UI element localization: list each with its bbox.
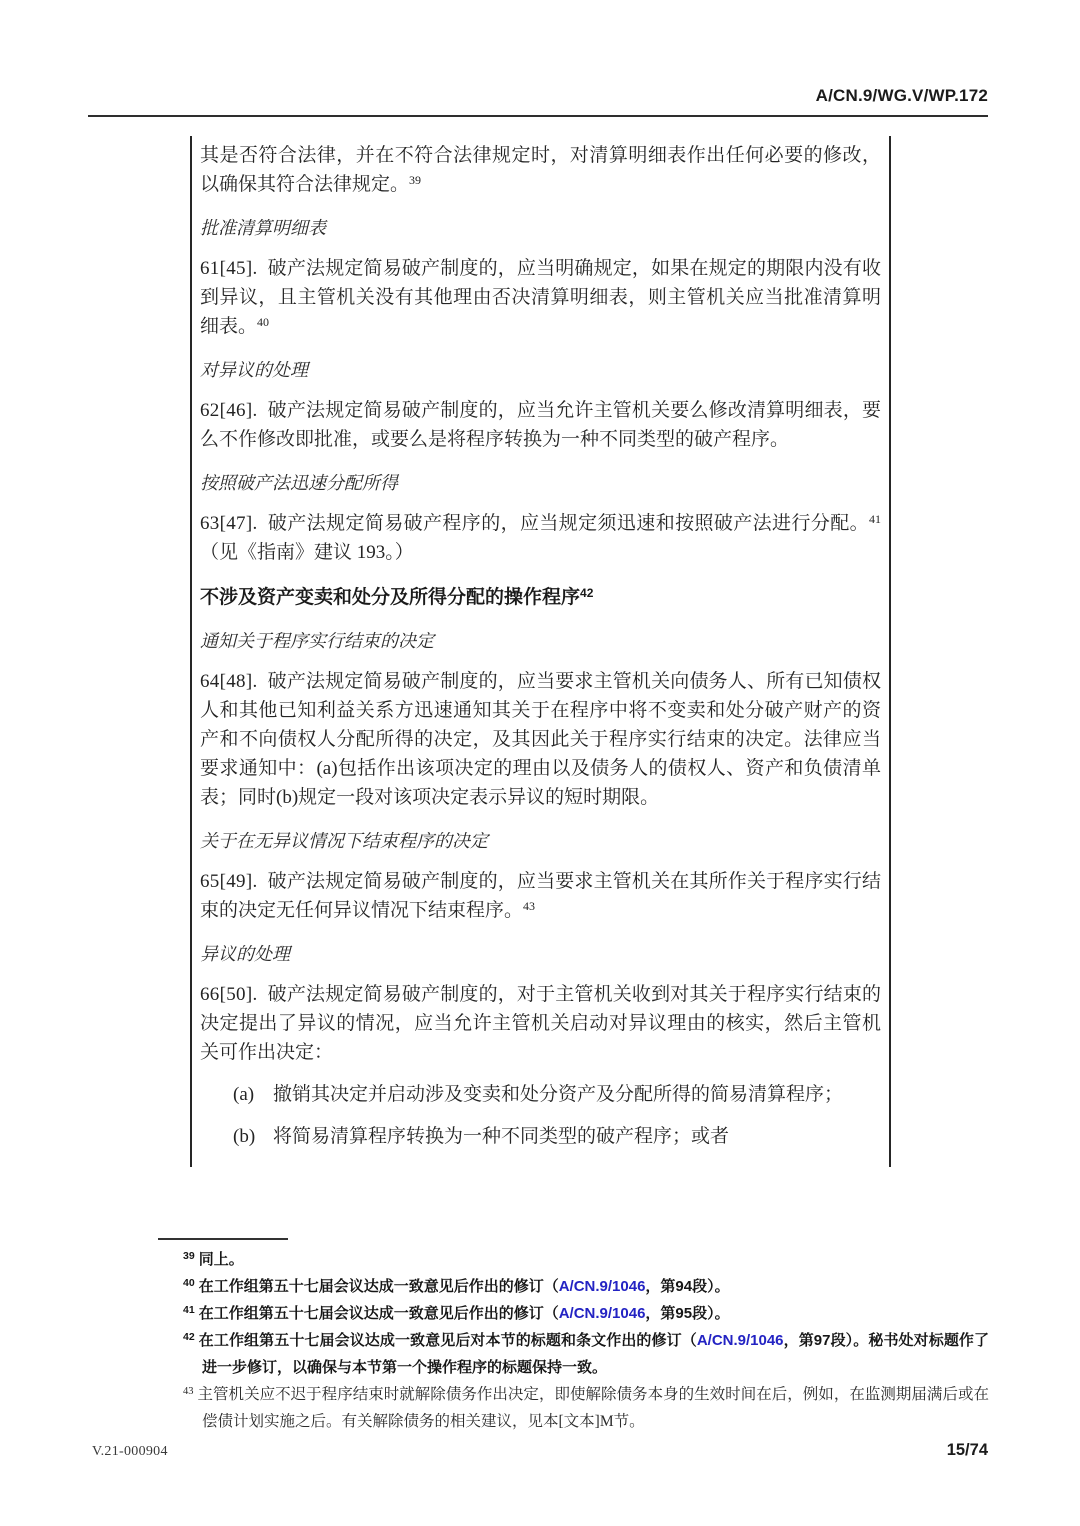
heading-procedures-without-sale [200,584,881,612]
footnote-39-number: 39 [183,1250,195,1262]
paragraph-66-number: 66[50]. [200,984,258,1005]
intro-paragraph [200,141,881,199]
paragraph-63 [200,509,881,567]
paragraph-62-number: 62[46]. [200,400,258,421]
footnote-separator-rule [158,1238,288,1240]
page-number: 15/74 [946,1441,988,1459]
list-item-a [233,1080,881,1109]
paragraph-64-text: 破产法规定简易破产制度的，应当要求主管机关向债务人、所有已知债权人和其他已知利益关系方迅速通知其关于在程序中将不变卖和处分破产财产的资产和不向债权人分配所得的决定，及其因此关于程序实行结束的决定。法律应当要求通知中：(a)包括作出该项决定的理由以及债务人的债权人、资产和负债清单表；同时(b)规定一段对该项决定表示异议的短时期限。 [200,671,881,808]
paragraph-64 [200,667,881,812]
footnote-42-number: 42 [183,1331,195,1343]
document-symbol: A/CN.9/WG.V/WP.172 [815,86,988,105]
footnote-42-text: 在工作组第五十七届会议达成一致意见后对本节的标题和条文作出的修订（ [198,1332,697,1349]
footnote-40-tail: ，第94段）。 [645,1278,730,1295]
paragraph-62-text: 破产法规定简易破产制度的，应当允许主管机关要么修改清算明细表，要么不作修改即批准，或要么是将程序转换为一种不同类型的破产程序。 [200,400,881,450]
heading-treatment-of-objections: 对异议的处理 [200,360,308,380]
footnote-41-tail: ，第95段）。 [645,1305,730,1322]
list-item-a-text: 撤销其决定并启动涉及变卖和处分资产及分配所得的简易清算程序； [273,1084,844,1105]
footnote-39-text: 同上。 [198,1251,244,1268]
paragraph-66 [200,980,881,1067]
footnote-40-document-link[interactable]: A/CN.9/1046 [558,1278,646,1295]
footnote-42 [183,1327,989,1381]
footnote-ref-43: 43 [523,899,536,913]
paragraph-63-number: 63[47]. [200,513,258,534]
paragraph-64-number: 64[48]. [200,671,258,692]
footnote-area [183,1246,989,1435]
heading-prompt-distribution: 按照破产法迅速分配所得 [200,473,398,493]
footnote-40 [183,1273,989,1300]
footnote-43-number: 43 [183,1386,194,1397]
footnote-40-text: 在工作组第五十七届会议达成一致意见后作出的修订（ [198,1278,559,1295]
list-item-b-text: 将简易清算程序转换为一种不同类型的破产程序；或者 [273,1126,730,1147]
paragraph-61 [200,254,881,341]
footnote-40-number: 40 [183,1277,195,1289]
footnote-ref-40: 40 [257,315,270,329]
footnote-43-text: 主管机关应不迟于程序结束时就解除债务作出决定，即使解除债务本身的生效时间在后，例如，在监测期届满后或在偿债计划实施之后。有关解除债务的相关建议，见本[文本]M节。 [197,1386,989,1430]
list-item-b-marker: (b) [233,1126,256,1147]
footnote-42-document-link[interactable]: A/CN.9/1046 [696,1332,784,1349]
heading-procedures-without-sale-text: 不涉及资产变卖和处分及所得分配的操作程序 [200,587,581,608]
footnote-41-text: 在工作组第五十七届会议达成一致意见后作出的修订（ [198,1305,559,1322]
paragraph-65-number: 65[49]. [200,871,258,892]
paragraph-66-text: 破产法规定简易破产制度的，对于主管机关收到对其关于程序实行结束的决定提出了异议的情况，应当允许主管机关启动对异议理由的核实，然后主管机关可作出决定： [200,984,881,1063]
intro-paragraph-text: 其是否符合法律，并在不符合法律规定时，对清算明细表作出任何必要的修改，以确保其符合法律规定。 [200,145,881,195]
footnote-41 [183,1300,989,1327]
header-rule [88,115,988,117]
change-bar-region [190,136,891,1167]
paragraph-65-text: 破产法规定简易破产制度的，应当要求主管机关在其所作关于程序实行结束的决定无任何异议情况下结束程序。 [200,871,881,921]
list-item-a-marker: (a) [233,1084,255,1105]
job-number: V.21-000904 [92,1444,168,1459]
heading-notice-of-conclusion-decision: 通知关于程序实行结束的决定 [200,631,434,651]
footnote-41-number: 41 [183,1304,195,1316]
footnote-42-tail: ，第97段）。秘书处对标题作了进一步修订，以确保与本节第一个操作程序的标题保持一致。 [202,1332,989,1376]
paragraph-61-number: 61[45]. [200,258,258,279]
footnote-43 [183,1381,989,1435]
paragraph-63-text: 破产法规定简易破产程序的，应当规定须迅速和按照破产法进行分配。 [267,513,869,534]
heading-objection-treatment: 异议的处理 [200,944,290,964]
paragraph-62 [200,396,881,454]
footnote-41-document-link[interactable]: A/CN.9/1046 [558,1305,646,1322]
paragraph-61-text: 破产法规定简易破产制度的，应当明确规定，如果在规定的期限内没有收到异议，且主管机关没有其他理由否决清算明细表，则主管机关应当批准清算明细表。 [200,258,881,337]
paragraph-65 [200,867,881,925]
list-item-b [233,1122,881,1151]
heading-decision-no-objection: 关于在无异议情况下结束程序的决定 [200,831,488,851]
footnote-39 [183,1246,989,1273]
heading-approve-liquidation-schedule: 批准清算明细表 [200,218,326,238]
footnote-ref-39: 39 [409,173,422,187]
footnote-ref-42: 42 [580,586,594,600]
paragraph-63-tail: （见《指南》建议 193。） [200,542,414,563]
footnote-ref-41: 41 [869,512,881,526]
